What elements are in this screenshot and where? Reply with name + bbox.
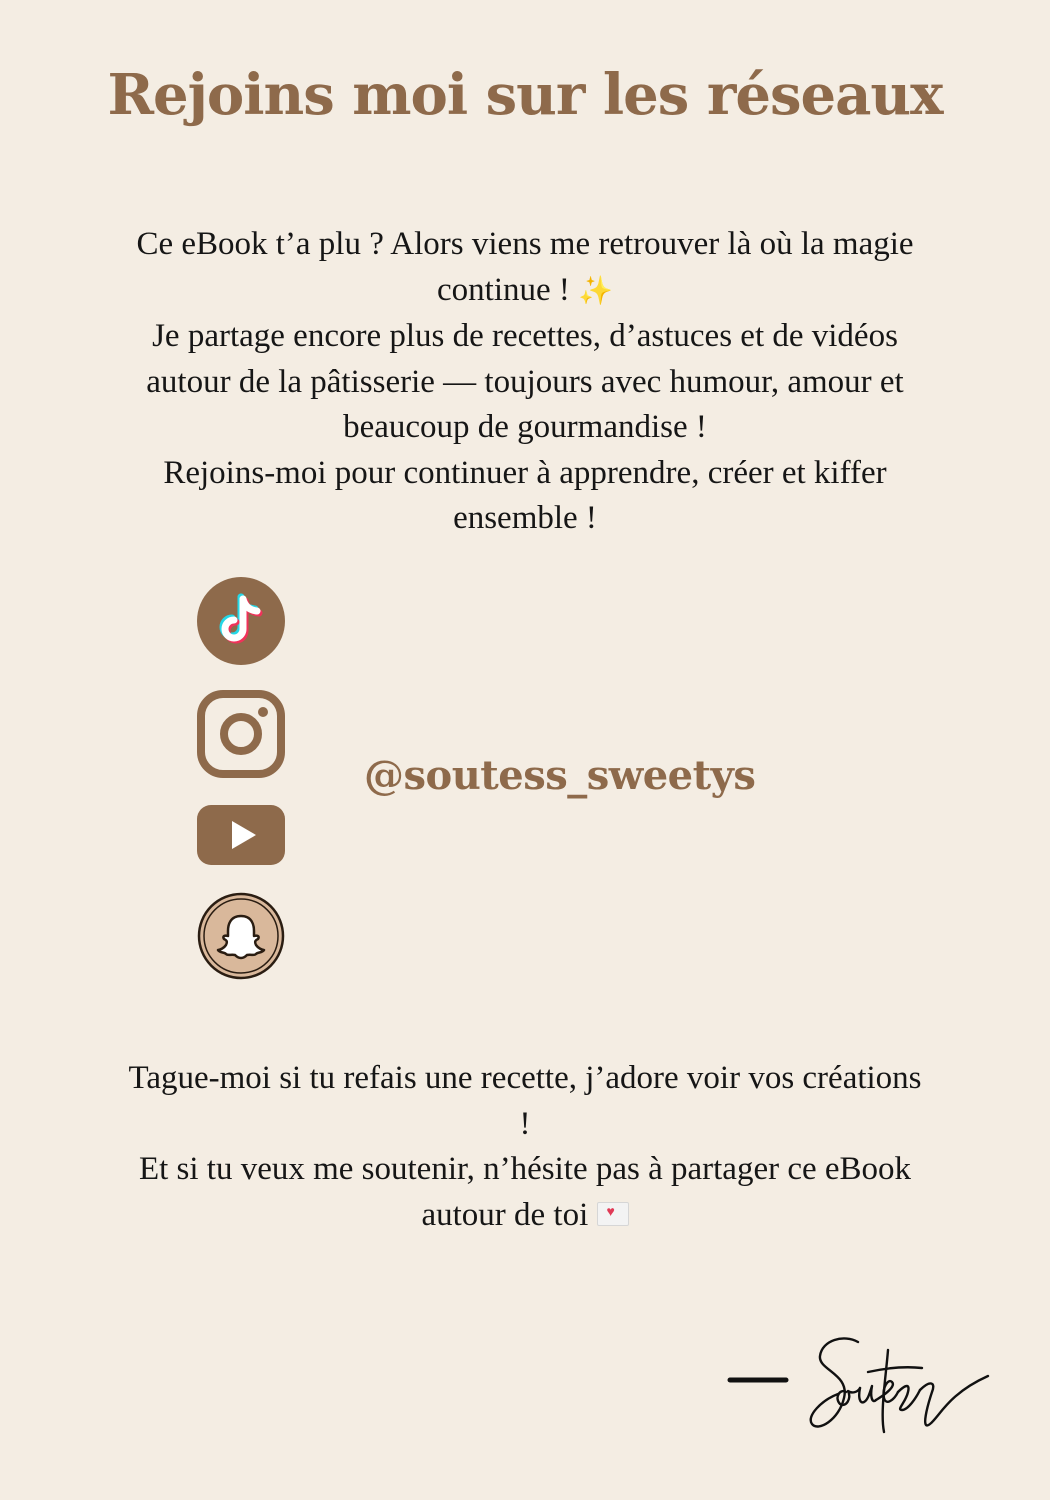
intro-line: ensemble ! <box>453 500 597 536</box>
outro-line: autour de toi <box>421 1196 589 1233</box>
signature <box>726 1328 996 1448</box>
intro-line: autour de la pâtisserie — toujours avec humour, amour et <box>146 363 904 400</box>
instagram-icon[interactable] <box>197 690 285 778</box>
intro-line: beaucoup de gourmandise ! <box>343 409 707 445</box>
page-title: Rejoins moi sur les réseaux <box>107 62 943 128</box>
sparkles-icon: ✨ <box>578 275 613 307</box>
intro-paragraph <box>95 222 955 542</box>
outro-line: Tague-moi si tu refais une recette, j’adore voir vos créations <box>128 1060 922 1096</box>
tiktok-icon[interactable] <box>197 577 285 665</box>
outro-paragraph <box>95 1056 955 1238</box>
youtube-icon[interactable] <box>197 805 285 865</box>
snapchat-icon[interactable] <box>197 892 285 980</box>
outro-line: ! <box>519 1105 531 1142</box>
social-handle[interactable]: @soutess_sweetys <box>364 752 756 799</box>
intro-line: Je partage encore plus de recettes, d’astuces et de vidéos <box>152 318 898 354</box>
intro-line: Rejoins-moi pour continuer à apprendre, créer et kiffer <box>163 454 887 491</box>
outro-line: Et si tu veux me soutenir, n’hésite pas à partager ce eBook <box>138 1151 912 1187</box>
intro-line: continue ! <box>437 271 570 308</box>
intro-line: Ce eBook t’a plu ? Alors viens me retrouver là où la magie <box>136 226 914 262</box>
love-letter-icon <box>597 1202 629 1226</box>
